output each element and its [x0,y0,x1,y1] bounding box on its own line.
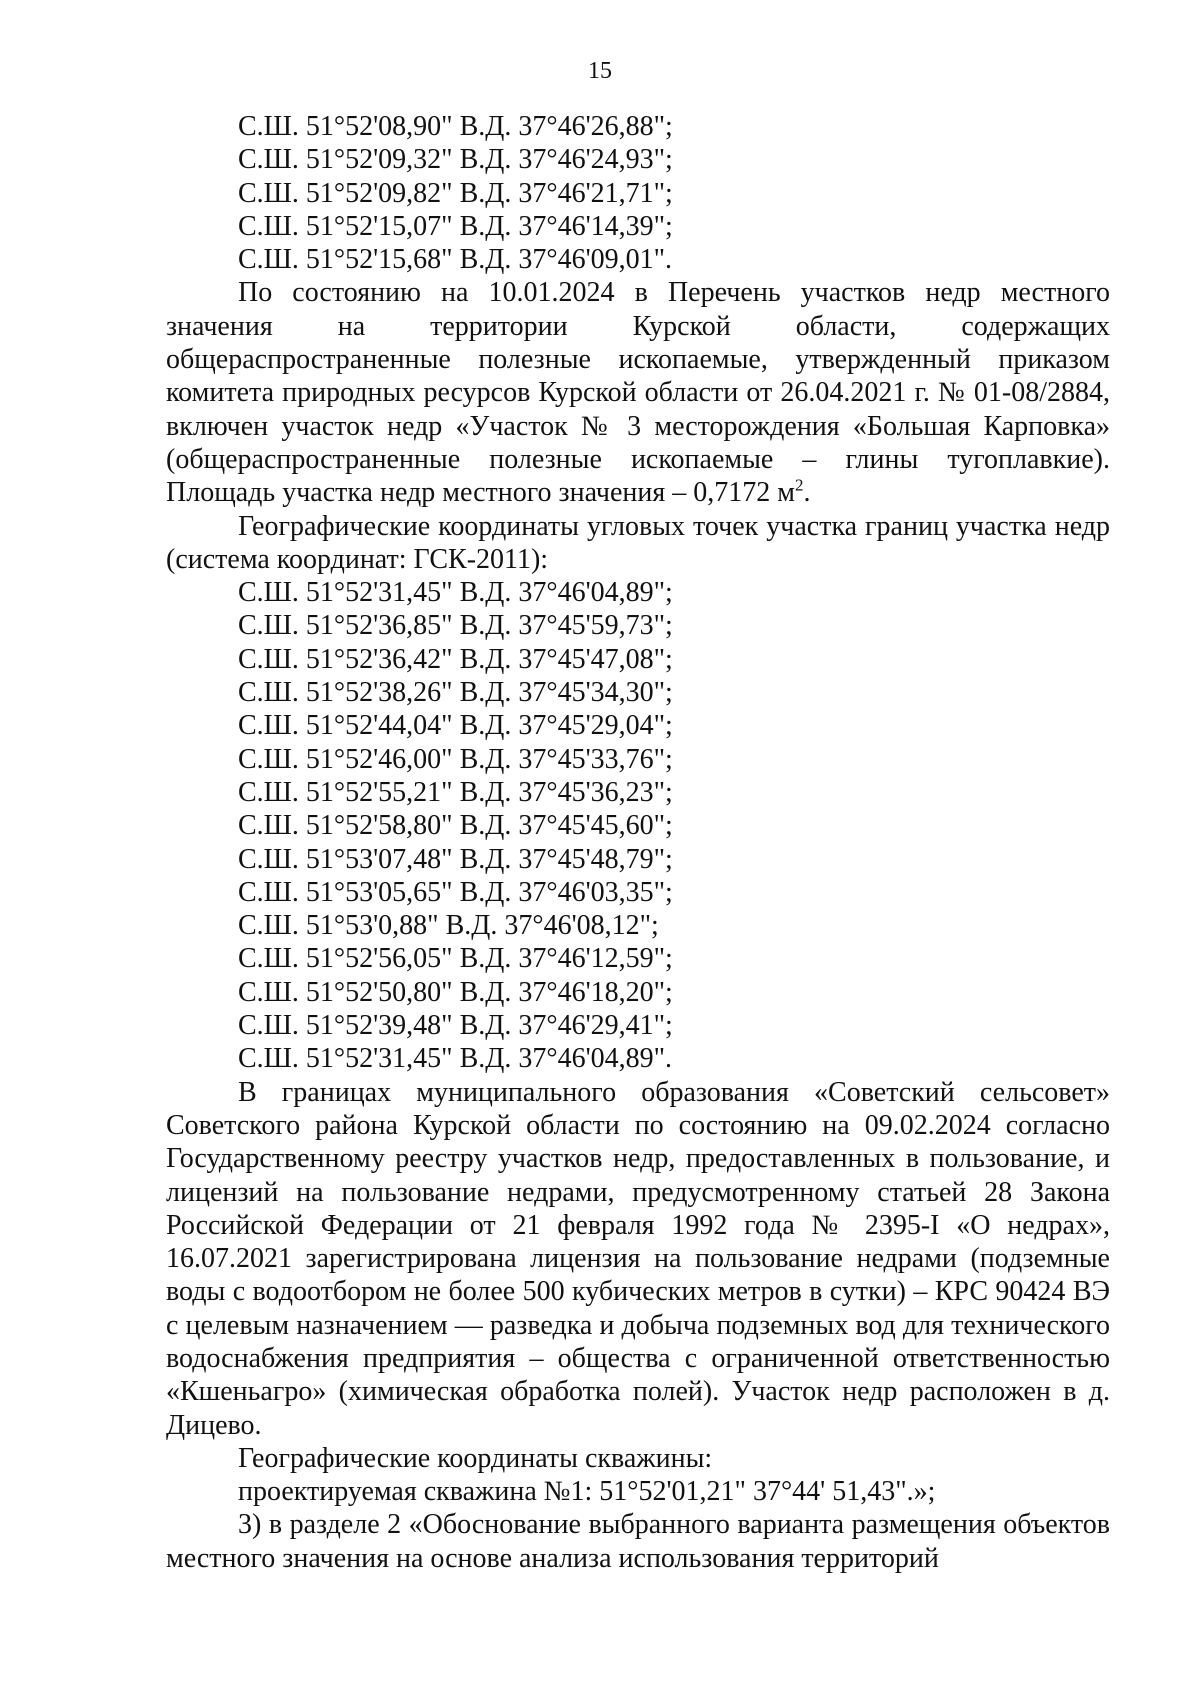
document-body [166,110,1110,1575]
paragraph-well-coordinates: проектируемая скважина №1: 51°52'01,21" 37°44' 51,43".»; [238,1476,936,1508]
coordinate-line: С.Ш. 51°52'36,85" В.Д. 37°45'59,73"; [238,610,673,642]
coordinate-line: С.Ш. 51°52'46,00" В.Д. 37°45'33,76"; [238,743,673,775]
coordinate-line: С.Ш. 51°52'58,80" В.Д. 37°45'45,60"; [238,810,673,842]
coordinate-line: С.Ш. 51°52'56,05" В.Д. 37°46'12,59"; [238,943,673,975]
coordinate-line: С.Ш. 51°52'36,42" В.Д. 37°45'47,08"; [238,643,673,675]
coordinate-line: С.Ш. 51°52'15,68" В.Д. 37°46'09,01". [238,244,673,276]
coordinate-line: С.Ш. 51°52'15,07" В.Д. 37°46'14,39"; [238,210,673,242]
page-number: 15 [588,58,612,84]
coordinate-line: С.Ш. 51°52'09,32" В.Д. 37°46'24,93"; [238,144,673,176]
coordinate-line: С.Ш. 51°52'44,04" В.Д. 37°45'29,04"; [238,710,673,742]
coordinate-line: С.Ш. 51°52'08,90" В.Д. 37°46'26,88"; [238,111,673,142]
coordinate-line: С.Ш. 51°52'09,82" В.Д. 37°46'21,71"; [238,177,673,209]
paragraph-end: . [803,477,811,509]
coordinates-list-1 [166,110,1110,276]
coordinate-line: С.Ш. 51°52'38,26" В.Д. 37°45'34,30"; [238,677,673,709]
coordinates-list-2 [166,576,1110,1075]
paragraph-geo-coordinates: Географические координаты угловых точек участка границ участка недр (система координат: ГСК-2011): [166,510,1110,575]
paragraph-text: По состоянию на 10.01.2024 в Перечень участков недр местного значения на территории Курской области, содержащих общераспространенные полезные ископаемые, утвержденный приказом комитета природных ресурсов Курской области от 26.04.2021 г. № 01-08/2884, включен участок недр «Участок № 3 месторождения «Большая Карповка» (общераспространенные полезные ископаемые – глины тугоплавкие). Площадь участка недр местного значения – 0,7172 м [166,277,1110,509]
coordinate-line: С.Ш. 51°53'07,48" В.Д. 37°45'48,79"; [238,843,673,875]
paragraph-license: В границах муниципального образования «Советский сельсовет» Советского района Курской области по состоянию на 09.02.2024 согласно Государственному реестру участков недр, предоставленных в пользование, и лицензий на пользование недрами, предусмотренному статьей 28 Закона Российской Федерации от 21 февраля 1992 года № 2395-I «О недрах», 16.07.2021 зарегистрирована лицензия на пользование недрами (подземные воды с водоотбором не более 500 кубических метров в сутки) – КРС 90424 ВЭ с целевым назначением — разведка и добыча подземных вод для технического водоснабжения предприятия – общества с ограниченной ответственностью «Кшеньагро» (химическая обработка полей). Участок недр расположен в д. Дицево. [166,1076,1110,1441]
paragraph-well-title: Географические координаты скважины: [238,1442,713,1474]
paragraph-section-3: 3) в разделе 2 «Обоснование выбранного варианта размещения объектов местного значения на основе анализа использования территорий [166,1509,1110,1574]
coordinate-line: С.Ш. 51°52'55,21" В.Д. 37°45'36,23"; [238,776,673,808]
coordinate-line: С.Ш. 51°52'31,45" В.Д. 37°46'04,89". [238,1043,673,1075]
paragraph-subsoil-list [166,276,1110,509]
coordinate-line: С.Ш. 51°52'50,80" В.Д. 37°46'18,20"; [238,976,673,1008]
coordinate-line: С.Ш. 51°53'05,65" В.Д. 37°46'03,35"; [238,876,673,908]
area-unit-superscript: 2 [794,475,804,495]
coordinate-line: С.Ш. 51°53'0,88" В.Д. 37°46'08,12"; [238,910,659,942]
coordinate-line: С.Ш. 51°52'39,48" В.Д. 37°46'29,41"; [238,1010,673,1042]
coordinate-line: С.Ш. 51°52'31,45" В.Д. 37°46'04,89"; [238,577,673,609]
